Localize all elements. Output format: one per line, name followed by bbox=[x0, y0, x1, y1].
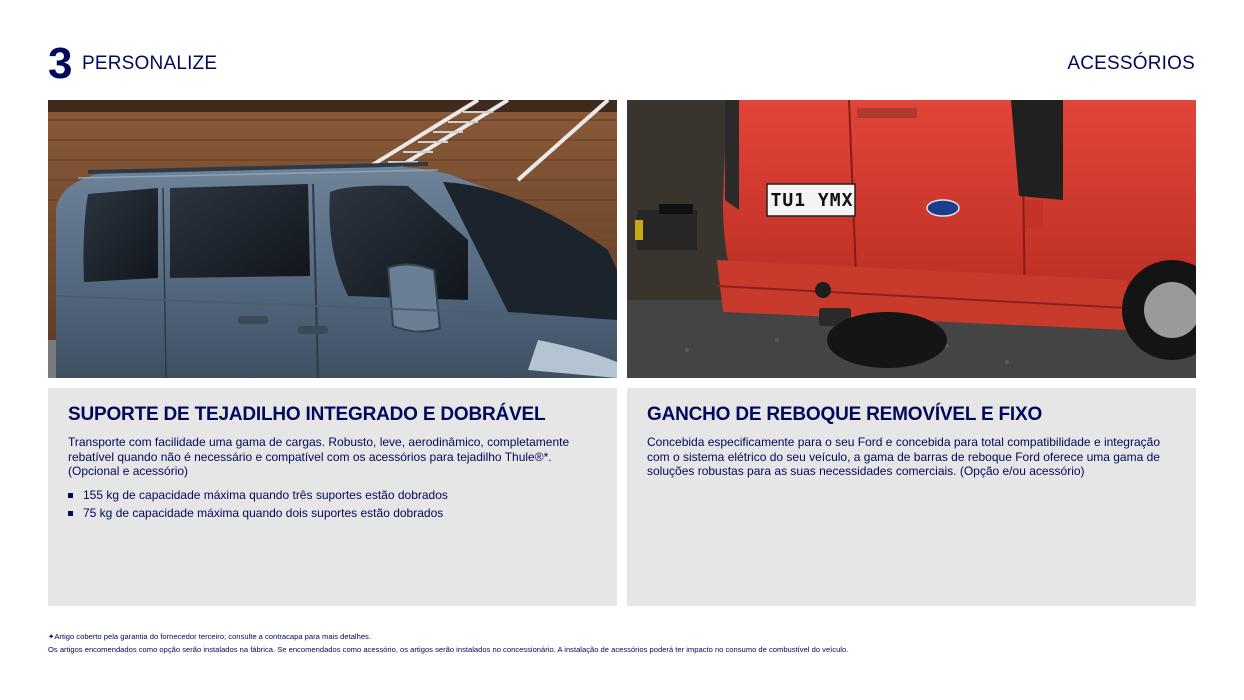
license-plate-text: TU1 YMX bbox=[770, 190, 854, 211]
panel-description: Concebida especificamente para o seu Ford e concebida para total compatibilidade e integração com o sistema elétrico do seu veículo, a gama de barras de reboque Ford oferece uma gama de soluções robustas para as suas necessidades comerciais. (Opção e/ou acessório) bbox=[647, 435, 1160, 478]
category-title: ACESSÓRIOS bbox=[1067, 53, 1195, 74]
list-item: 155 kg de capacidade máxima quando três suportes estão dobrados bbox=[68, 486, 597, 504]
tow-bar-photo bbox=[627, 100, 1196, 378]
panel-description: Transporte com facilidade uma gama de cargas. Robusto, leve, aerodinâmico, completamente rebatível quando não é necessário e compatível com os acessórios para tejadilho Thule®*. (Opcional e acessório) bbox=[68, 435, 570, 478]
footnote bbox=[48, 631, 848, 656]
roof-rack-photo bbox=[48, 100, 617, 378]
section-title: PERSONALIZE bbox=[82, 53, 218, 74]
tow-bar-panel bbox=[627, 388, 1196, 606]
roof-rack-panel bbox=[48, 388, 617, 606]
blue-van-illustration bbox=[48, 100, 617, 378]
bullet-icon bbox=[68, 511, 73, 516]
bullet-icon bbox=[68, 493, 73, 498]
red-van-illustration bbox=[627, 100, 1196, 378]
section-number: 3 bbox=[48, 39, 73, 88]
panel-title: GANCHO DE REBOQUE REMOVÍVEL E FIXO bbox=[647, 404, 1043, 425]
list-item: 75 kg de capacidade máxima quando dois suportes estão dobrados bbox=[68, 504, 597, 522]
spec-list bbox=[68, 486, 597, 522]
panel-title: SUPORTE DE TEJADILHO INTEGRADO E DOBRÁVEL bbox=[68, 404, 546, 425]
footnote-line: ✦Artigo coberto pela garantia do fornecedor terceiro; consulte a contracapa para mais detalhes. bbox=[48, 632, 371, 641]
footnote-line: Os artigos encomendados como opção serão instalados na fábrica. Se encomendados como acessório, os artigos serão instalados no concessionário. A instalação de acessórios poderá ter impacto no consumo de combustível do veículo. bbox=[48, 644, 849, 654]
